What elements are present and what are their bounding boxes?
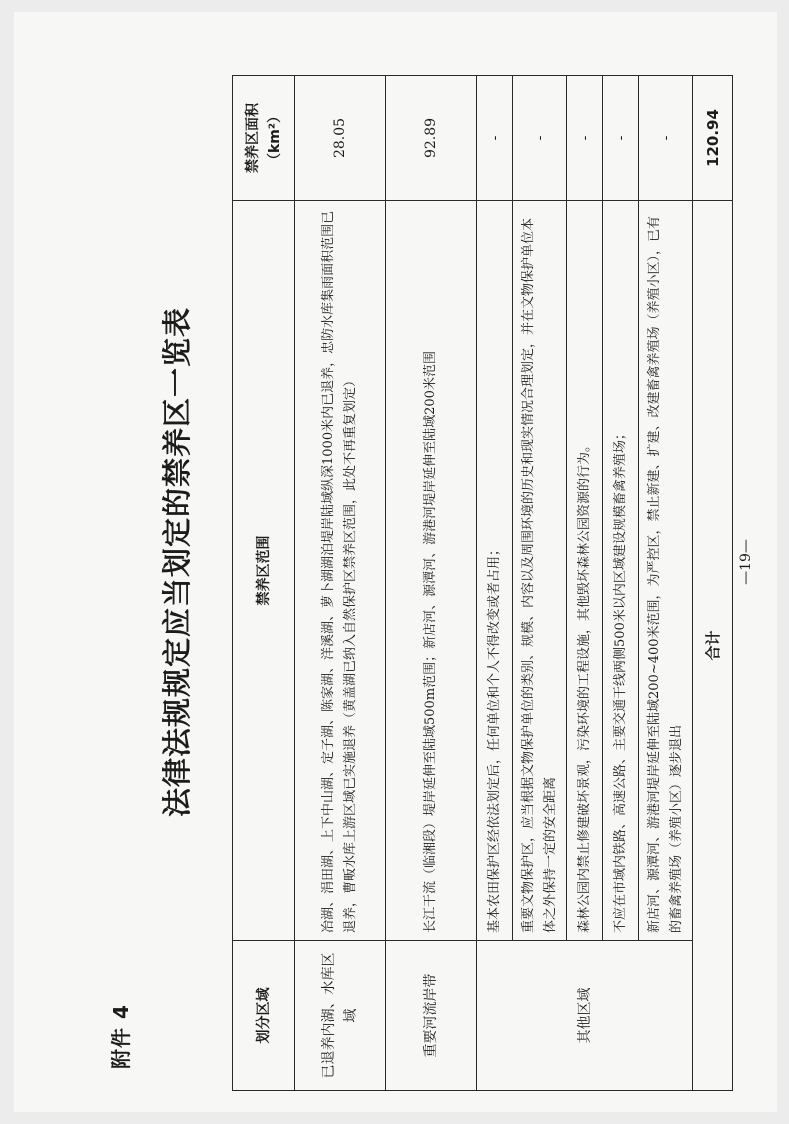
- page-title: 法律法规规定应当划定的禁养区一览表: [160, 307, 194, 818]
- area-cell: -: [567, 76, 603, 201]
- scope-cell: 长江干流（临湘段）堤岸延伸至陆域500m范围；新店河、源潭河、游港河堤岸延伸至陆域200米范围: [386, 201, 477, 941]
- scope-cell: 不应在市域内铁路、高速公路、主要交通干线两侧500米以内区域建设规模畜禽养殖场；: [603, 201, 639, 941]
- total-row: [693, 76, 733, 1091]
- scope-cell: 冶湖、涓田湖、上下中山湖、定子湖、陈家湖、洋溪湖、萝卜湖湖泊堤岸陆域纵深1000米内已退养，忠防水库集雨面积范围已退养，曹畈水库上游区域已实施退养（黄盖湖已纳入自然保护区禁养区范围，此处不再重复划定）: [295, 201, 386, 941]
- table-row: [477, 76, 513, 1091]
- total-label: 合计: [693, 201, 733, 1091]
- area-cell: -: [477, 76, 513, 201]
- scope-cell: 森林公园内禁止修建破坏景观，污染环境的工程设施，其他毁坏森林公园资源的行为。: [567, 201, 603, 941]
- scope-cell: 新店河、源潭河、游港河堤岸延伸至陆域200~400米范围，为严控区，禁止新建、扩建、改建畜禽养殖场（养殖小区），已有的畜禽养殖场（养殖小区）逐步退出: [639, 201, 693, 941]
- area-cell: -: [603, 76, 639, 201]
- area-cell: 28.05: [295, 76, 386, 201]
- table-row: [513, 76, 567, 1091]
- table-row: [603, 76, 639, 1091]
- page-number: —19—: [738, 539, 754, 585]
- scope-cell: 基本农田保护区经依法划定后，任何单位和个人不得改变或者占用；: [477, 201, 513, 941]
- table-row: [639, 76, 693, 1091]
- annex-label: 附件 4: [109, 1004, 133, 1069]
- region-cell: 已退养内湖、水库区域: [295, 941, 386, 1091]
- region-cell: 重要河流岸带: [386, 941, 477, 1091]
- table-row: [567, 76, 603, 1091]
- total-value: 120.94: [693, 76, 733, 201]
- header-region: 划分区域: [233, 941, 295, 1091]
- area-cell: -: [513, 76, 567, 201]
- table-row: [386, 76, 477, 1091]
- header-area: 禁养区面积（km²）: [233, 76, 295, 201]
- region-cell-other: 其他区域: [477, 941, 693, 1091]
- table-header-row: [233, 76, 295, 1091]
- area-cell: -: [639, 76, 693, 201]
- table-row: [295, 76, 386, 1091]
- header-scope: 禁养区范围: [233, 201, 295, 941]
- scope-cell: 重要文物保护区，应当根据文物保护单位的类别、规模、内容以及周围环境的历史和现实情况合理划定，并在文物保护单位本体之外保持一定的安全距离: [513, 201, 567, 941]
- prohibited-zone-table: [232, 75, 733, 1091]
- area-cell: 92.89: [386, 76, 477, 201]
